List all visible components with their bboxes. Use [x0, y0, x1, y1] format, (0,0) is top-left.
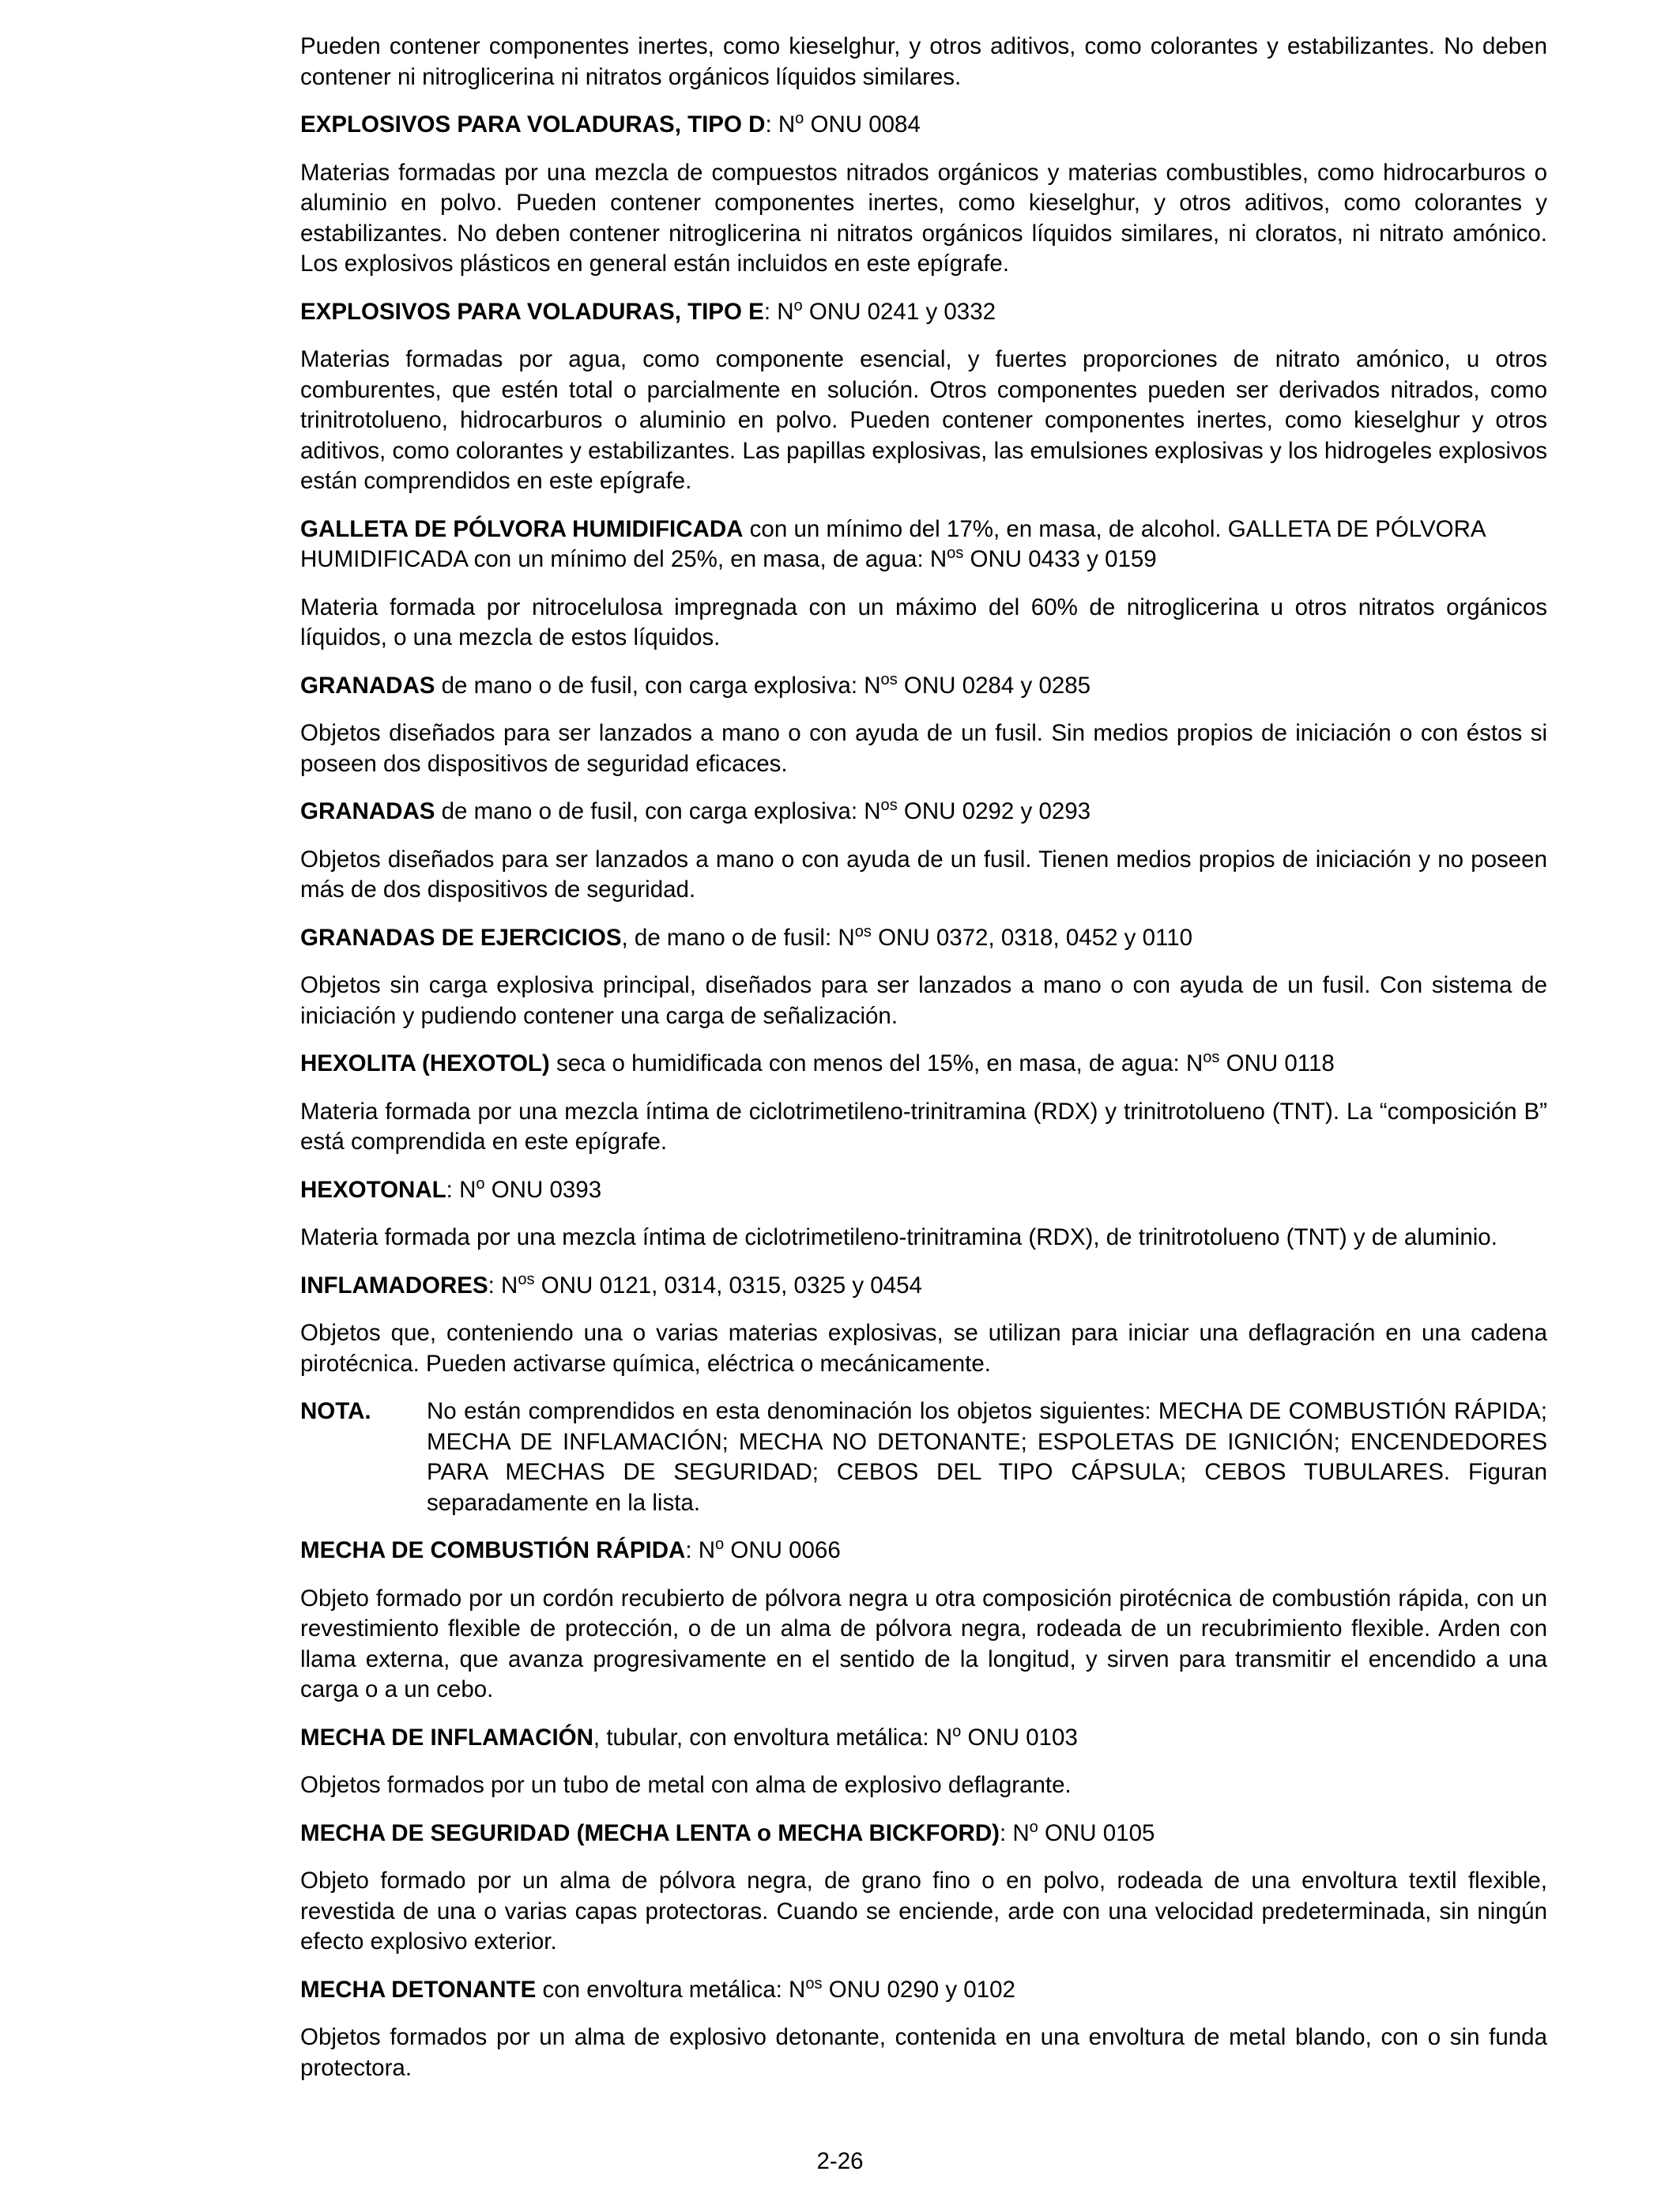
entry-heading: [300, 1049, 1547, 1080]
entry-heading: [300, 1271, 1547, 1302]
entry-description: Materias formadas por una mezcla de compuestos nitrados orgánicos y materias combustibles, como hidrocarburos o aluminio en polvo. Pueden contener componentes inertes, como kieselghur, y otros aditivos, como colorantes y estabilizantes. No deben contener nitroglicerina ni nitratos orgánicos líquidos similares, ni cloratos, ni nitrato amónico. Los explosivos plásticos en general están incluidos en este epígrafe.: [300, 159, 1547, 277]
entry-title: MECHA DE INFLAMACIÓN: [300, 1724, 593, 1751]
entry-number-superscript: o: [952, 1722, 962, 1740]
entry-heading: [300, 1175, 1547, 1206]
entry-heading: [300, 797, 1547, 827]
entry-title: GRANADAS DE EJERCICIOS: [300, 924, 622, 951]
entry-heading: [300, 110, 1547, 141]
entry-description: Objetos sin carga explosiva principal, diseñados para ser lanzados a mano o con ayuda de un fusil. Con sistema de iniciación y pudiendo contener una carga de señalización.: [300, 972, 1547, 1029]
entry-heading: [300, 1536, 1547, 1566]
entry-description: Objetos formados por un tubo de metal con alma de explosivo deflagrante.: [300, 1772, 1072, 1798]
entry-title: GRANADAS: [300, 672, 435, 699]
entry-number-superscript: o: [1029, 1818, 1038, 1836]
entry-description: Materia formada por una mezcla íntima de ciclotrimetileno-trinitramina (RDX), de trinitrotolueno (TNT) y de aluminio.: [300, 1224, 1497, 1250]
entry-qualifier: : N: [999, 1819, 1030, 1846]
entry-heading: [300, 671, 1547, 702]
entry-qualifier: de mano o de fusil, con carga explosiva: N: [435, 798, 881, 824]
entry-un-number: ONU 0066: [724, 1537, 841, 1563]
document-page: [300, 32, 1547, 2101]
page-number: 2-26: [816, 2148, 864, 2174]
entry-qualifier: seca o humidificada con menos del 15%, en masa, de agua: N: [549, 1050, 1203, 1076]
entry-number-superscript: os: [518, 1270, 535, 1288]
entry-description: Objetos diseñados para ser lanzados a mano o con ayuda de un fusil. Sin medios propios de iniciación o con éstos si poseen dos dispositivos de seguridad eficaces.: [300, 720, 1547, 777]
entry-title: EXPLOSIVOS PARA VOLADURAS, TIPO D: [300, 111, 766, 138]
entry-number-superscript: o: [476, 1174, 485, 1193]
entry-heading: [300, 515, 1547, 575]
entry-title: EXPLOSIVOS PARA VOLADURAS, TIPO E: [300, 298, 764, 325]
entry-number-superscript: o: [795, 109, 804, 127]
entry-qualifier: : N: [446, 1176, 477, 1203]
entry-heading: [300, 923, 1547, 954]
entry-un-number: ONU 0433 y 0159: [963, 546, 1157, 572]
entry-un-number: ONU 0105: [1038, 1819, 1155, 1846]
nota-block: [300, 1397, 1547, 1518]
entry-un-number: ONU 0084: [804, 111, 921, 138]
entry-description: Objeto formado por un alma de pólvora negra, de grano fino o en polvo, rodeada de una envoltura textil flexible, revestida de una o varias capas protectoras. Cuando se enciende, arde con una velocidad predeterminada, sin ningún efecto explosivo exterior.: [300, 1868, 1547, 1955]
entry-qualifier: , de mano o de fusil: N: [621, 924, 855, 951]
entry-qualifier: : N: [685, 1537, 716, 1563]
nota-text: No están comprendidos en esta denominación los objetos siguientes: MECHA DE COMBUSTIÓN RÁPIDA; MECHA DE INFLAMACIÓN; MECHA NO DETONANTE; ESPOLETAS DE IGNICIÓN; ENCENDEDORES PARA MECHAS DE SEGURIDAD; CEBOS DEL TIPO CÁPSULA; CEBOS TUBULARES. Figuran separadamente en la lista.: [427, 1398, 1547, 1516]
entry-title: MECHA DETONANTE: [300, 1976, 537, 2003]
entry-un-number: ONU 0393: [484, 1176, 602, 1203]
entry-un-number: ONU 0284 y 0285: [897, 672, 1091, 699]
entry-title: MECHA DE COMBUSTIÓN RÁPIDA: [300, 1537, 686, 1563]
entry-qualifier: : N: [763, 298, 794, 325]
entry-title: INFLAMADORES: [300, 1272, 488, 1299]
entry-description: Materia formada por nitrocelulosa impregnada con un máximo del 60% de nitroglicerina u otros nitratos orgánicos líquidos, o una mezcla de estos líquidos.: [300, 594, 1547, 650]
nota-label: NOTA.: [300, 1398, 371, 1424]
entry-un-number: ONU 0290 y 0102: [822, 1976, 1015, 2003]
entry-number-superscript: o: [715, 1535, 725, 1553]
entry-un-number: ONU 0372, 0318, 0452 y 0110: [871, 924, 1193, 951]
entry-number-superscript: os: [854, 922, 872, 941]
entry-heading: [300, 1819, 1547, 1849]
entry-number-superscript: os: [805, 1974, 823, 1992]
entry-number-superscript: os: [947, 544, 964, 562]
entry-title: HEXOTONAL: [300, 1176, 446, 1203]
entry-heading: [300, 1723, 1547, 1754]
entry-un-number: ONU 0241 y 0332: [802, 298, 996, 325]
entry-number-superscript: os: [880, 670, 898, 688]
entry-qualifier: con envoltura metálica: N: [536, 1976, 806, 2003]
entry-description: Materias formadas por agua, como componente esencial, y fuertes proporciones de nitrato amónico, u otros comburentes, que estén total o parcialmente en solución. Otros componentes pueden ser derivados nitrados, como trinitrotolueno, hidrocarburos o aluminio en polvo. Pueden contener componentes inertes, como kieselghur y otros aditivos, como colorantes y estabilizantes. Las papillas explosivas, las emulsiones explosivas y los hidrogeles explosivos están comprendidos en este epígrafe.: [300, 346, 1547, 494]
entry-qualifier: : N: [488, 1272, 518, 1299]
entry-number-superscript: os: [880, 796, 898, 814]
entry-title: HEXOLITA (HEXOTOL): [300, 1050, 550, 1076]
entry-un-number: ONU 0121, 0314, 0315, 0325 y 0454: [534, 1272, 922, 1299]
entry-description: Objetos formados por un alma de explosivo detonante, contenida en una envoltura de metal blando, con o sin funda protectora.: [300, 2024, 1547, 2081]
entry-un-number: ONU 0292 y 0293: [897, 798, 1091, 824]
entry-description: Objetos diseñados para ser lanzados a mano o con ayuda de un fusil. Tienen medios propios de iniciación y no poseen más de dos dispositivos de seguridad.: [300, 846, 1547, 903]
entry-description: Materia formada por una mezcla íntima de ciclotrimetileno-trinitramina (RDX) y trinitrotolueno (TNT). La “composición B” está comprendida en este epígrafe.: [300, 1098, 1547, 1155]
entry-un-number: ONU 0103: [961, 1724, 1078, 1751]
entry-heading: [300, 297, 1547, 328]
entry-un-number: ONU 0118: [1219, 1050, 1335, 1076]
entry-description: Objeto formado por un cordón recubierto de pólvora negra u otra composición pirotécnica de combustión rápida, con un revestimiento flexible de protección, o de un alma de pólvora negra, rodeada de un recubrimiento flexible. Arden con llama externa, que avanza progresivamente en el sentido de la longitud, y sirven para transmitir el encendido a una carga o a un cebo.: [300, 1585, 1547, 1702]
entry-number-superscript: o: [793, 296, 803, 315]
entry-heading: [300, 1975, 1547, 2006]
intro-paragraph: Pueden contener componentes inertes, como kieselghur, y otros aditivos, como colorantes y estabilizantes. No deben contener ni nitroglicerina ni nitratos orgánicos líquidos similares.: [300, 33, 1547, 90]
entry-qualifier: : N: [765, 111, 796, 138]
entry-qualifier: , tubular, con envoltura metálica: N: [593, 1724, 953, 1751]
entry-title: GALLETA DE PÓLVORA HUMIDIFICADA: [300, 515, 744, 542]
entry-description: Objetos que, conteniendo una o varias materias explosivas, se utilizan para iniciar una deflagración en una cadena pirotécnica. Pueden activarse química, eléctrica o mecánicamente.: [300, 1320, 1547, 1377]
entry-title: MECHA DE SEGURIDAD (MECHA LENTA o MECHA BICKFORD): [300, 1819, 1000, 1846]
entry-qualifier: con un mínimo del 17%, en masa, de alcohol. GALLETA DE PÓLVORA HUMIDIFICADA con un mínimo del 25%, en masa, de agua: N: [300, 515, 1485, 572]
entry-title: GRANADAS: [300, 798, 435, 824]
entry-qualifier: de mano o de fusil, con carga explosiva: N: [435, 672, 881, 699]
entry-number-superscript: os: [1203, 1048, 1220, 1066]
